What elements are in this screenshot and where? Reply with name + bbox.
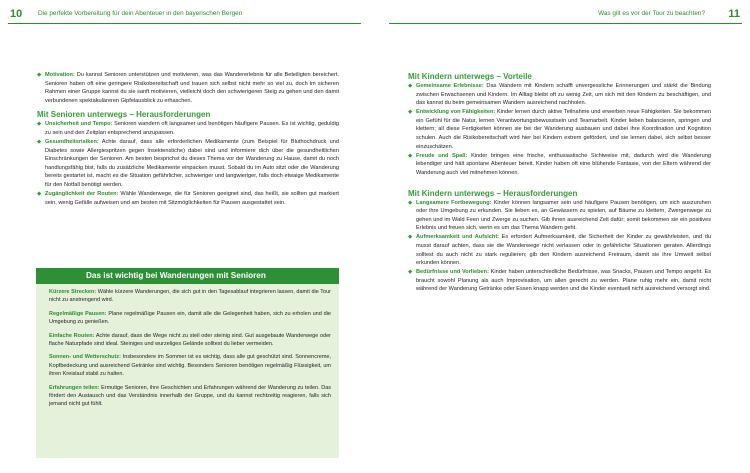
item-label: Entwicklung von Fähigkeiten: — [416, 109, 496, 116]
right-header-rule — [389, 23, 742, 24]
bullet-diamond-icon: ◆ — [408, 109, 413, 116]
item-label: Bedürfnisse und Vorlieben: — [416, 269, 489, 276]
left-running-title: Die perfekte Vorbereitung für dein Abenteuer in den bayerischen Bergen — [38, 10, 243, 17]
bullet-diamond-icon: ◆ — [408, 234, 413, 241]
list-item — [408, 82, 711, 108]
right-running-title: Was gilt es vor der Tour zu beachten? — [598, 10, 705, 17]
bullet-diamond-icon: ◆ — [408, 269, 413, 276]
tip-label: Sonnen- und Wetterschutz: — [49, 354, 121, 361]
tip-item — [36, 310, 339, 327]
seniors-tips-box — [36, 268, 339, 458]
item-text: Kinder haben unterschiedliche Bedürfnisse, was Snacks, Pausen und Tempo angeht. Es braucht sowohl Planung als auch Improvisation, um allen gerecht zu werden. Plane ruhig mehr ein, damit nicht während der Wanderung Getränke oder Essen knapp werden und die Kinder eventuell nicht ausreichend versorgt sind. — [416, 269, 711, 293]
item-label: Gemeinsame Erlebnisse: — [416, 83, 484, 89]
tip-text: Insbesondere im Sommer ist es wichtig, dass alle gut geschützt sind. Sonnencreme, Kopfbedeckung und ausreichend Getränke sind wichtig. Besonders Senioren benötigen regelmäßig Flüssigkeit, um ihren Kreislauf stabil zu halten. — [49, 354, 331, 378]
left-column — [37, 71, 339, 208]
list-item — [37, 120, 339, 137]
item-label: Gesundheitsrisiken: — [45, 139, 99, 146]
tip-item — [36, 384, 339, 409]
bullet-diamond-icon: ◆ — [37, 139, 42, 146]
right-column — [408, 71, 711, 295]
tips-box-title: Das ist wichtig bei Wanderungen mit Senioren — [36, 268, 339, 284]
tip-label: Erfahrungen teilen: — [49, 384, 100, 391]
item-text: Kinder lernen durch aktive Teilnahme und erwerben neue Fähigkeiten. Sie bekommen ein Gefühl für die Natur, lernen Verantwortungsbewusstsein und Teamarbeit. Kinder lieben balancieren, springen und klettern; all diese Fertigkeiten können sie bei der Wanderung ausbauen und dabei ihre Koordination und Kognition schulen. Auch die Risikobereitschaft wird hier bei Kindern extrem gefördert, und sie lernen dabei, sich selbst besser einzuschätzen. — [416, 109, 711, 150]
item-label: Unsicherheit und Tempo: — [45, 121, 113, 128]
bullet-diamond-icon: ◆ — [37, 191, 42, 198]
bullet-diamond-icon: ◆ — [408, 152, 413, 159]
tip-label: Regelmäßige Pausen: — [49, 310, 107, 317]
bullet-diamond-icon: ◆ — [37, 72, 42, 78]
item-text: Kinder können langsamer sein und häufigere Pausen benötigen, um sich auszuruhen oder ihre Umgebung zu erkunden. Sie lieben es, an Gewässern zu spielen, auf Bäume zu klettern, Zwergenwege zu gehen und im Wald Feen und Zwerge zu suchen. Gib ihnen ausreichend Zeit dafür; somit bekommen sie ein positives Erlebnis und freuen sich, wenn es um das Thema Wandern geht. — [416, 199, 711, 232]
bullet-diamond-icon: ◆ — [408, 199, 413, 206]
bullet-diamond-icon: ◆ — [408, 83, 413, 89]
tip-label: Kürzere Strecken: — [49, 289, 97, 295]
tip-text: Ermutige Senioren, ihre Geschichten und Erfahrungen während der Wanderung zu teilen. Das fördert den Austausch und das Verständnis innerhalb der Gruppe, und du kannst rechtzeitig reagieren, falls sich jemand nicht gut fühlt. — [49, 384, 332, 408]
tip-item — [36, 353, 339, 378]
list-item — [408, 108, 711, 151]
tip-item — [36, 332, 339, 349]
item-text: Senioren wandern oft langsamer und benötigen häufigere Pausen. Es ist wichtig, geduldig zu sein und den Zeitplan entsprechend anzupassen. — [45, 121, 339, 136]
right-page-number: 11 — [728, 8, 740, 20]
list-item — [408, 233, 711, 267]
left-page-number: 10 — [10, 8, 23, 20]
motivation-text: Du kannst Senioren unterstützen und motivieren, was das Wandererlebnis für alle Beteiligten bereichert. Senioren haben oft eine geringere Risikobereitschaft und trauen sich selbst nicht mehr so viel zu, doch im sicheren Rahmen einer Gruppe kannst du sie sanft motivieren, vielleicht doch den schwierigeren Steig zu gehen und den damit verbundenen spektakuläreren Gipfelausblick zu erhaschen. — [45, 72, 339, 104]
list-item — [408, 268, 711, 294]
item-label: Zugänglichkeit der Routen: — [45, 191, 119, 198]
item-label: Langsamere Fortbewegung: — [416, 199, 492, 206]
motivation-paragraph — [37, 71, 339, 105]
item-text: Wähle Wanderwege, die für Senioren geeignet sind, das heißt, sie sollten gut markiert sein, wenig Gefälle aufweisen und am besten mit Sitzmöglichkeiten für Pausen ausgestattet sein. — [45, 191, 339, 206]
list-item — [37, 138, 339, 190]
item-text: Kinder bringen eine frische, enthusiastische Sichtweise mit, dadurch wird die Wanderung lebendiger und hält spontane Abenteuer bereit. Kinder haben oft eine blühende Fantasie, von der Eltern während der Wanderung auch viel mitnehmen können. — [416, 152, 712, 176]
tip-label: Einfache Routen: — [49, 332, 95, 339]
children-advantages-heading: Mit Kindern unterwegs – Vorteile — [408, 72, 532, 81]
bullet-diamond-icon: ◆ — [37, 121, 42, 128]
item-text: Es erfordert Aufmerksamkeit, die Sicherheit der Kinder zu gewährleisten, und du musst darauf achten, dass sie die Wanderwege nicht verlassen oder in gefährliche Situationen geraten. Allerdings solltest du auch nicht zu stark regulieren; gib den Kindern ausreichend Freiraum, damit sie ihre Umwelt selbst erkunden können. — [416, 234, 711, 267]
tip-text: Achte darauf, dass die Wege nicht zu steil oder steinig sind. Gut ausgebaute Wanderwege oder flache Naturpfade sind ideal. Steiniges und wurzeliges Gelände solltest du lieber vermeiden. — [49, 332, 331, 348]
children-challenges-heading: Mit Kindern unterwegs – Herausforderungen — [408, 188, 578, 198]
left-header-rule — [8, 23, 361, 24]
tip-text: Wähle kürzere Wanderungen, die sich gut in den Tagesablauf integrieren lassen, damit die Tour nicht zu anstrengend wird. — [49, 289, 331, 304]
item-text: Achte darauf, dass alle erforderlichen Medikamente (zum Beispiel für Bluthochdruck und Diabetes sowie Allergiespritzen gegen Insektenstiche) dabei sind und informiere dich über die gesundheitlichen Einschränkungen der Senioren. Am besten besprichst du dieses Thema vor der Wanderung zu Hause, damit du noch handlungsfähig bist, falls du zusätzliche Medikamente einpacken musst. Sobald du im Auto sitzt oder die Wanderung bereits gestartet ist, macht es die Situation gefährlicher, schwieriger und langwieriger, falls doch etwaige Medikamente für den Notfall benötigt werden. — [45, 139, 339, 189]
item-label: Aufmerksamkeit und Aufsicht: — [416, 234, 500, 241]
tip-item — [36, 288, 339, 305]
item-label: Freude und Spaß: — [416, 152, 468, 159]
tip-text: Plane regelmäßige Pausen ein, damit alle die Gelegenheit haben, sich zu erholen und die Umgebung zu genießen. — [49, 310, 331, 326]
seniors-challenges-heading: Mit Senioren unterwegs – Herausforderungen — [37, 110, 211, 120]
list-item — [37, 190, 339, 207]
list-item — [408, 152, 711, 178]
item-text: Das Wandern mit Kindern schafft unvergessliche Erinnerungen und stärkt die Bindung zwischen Erwachsenen und Kindern. Im Alltag bleibt oft zu wenig Zeit, um sich mit den Kindern zu beschäftigen, und das kannst du beim gemeinsamen Wandern ausreichend nachholen. — [416, 83, 711, 107]
motivation-label: Motivation: — [45, 72, 75, 78]
list-item — [408, 199, 711, 233]
